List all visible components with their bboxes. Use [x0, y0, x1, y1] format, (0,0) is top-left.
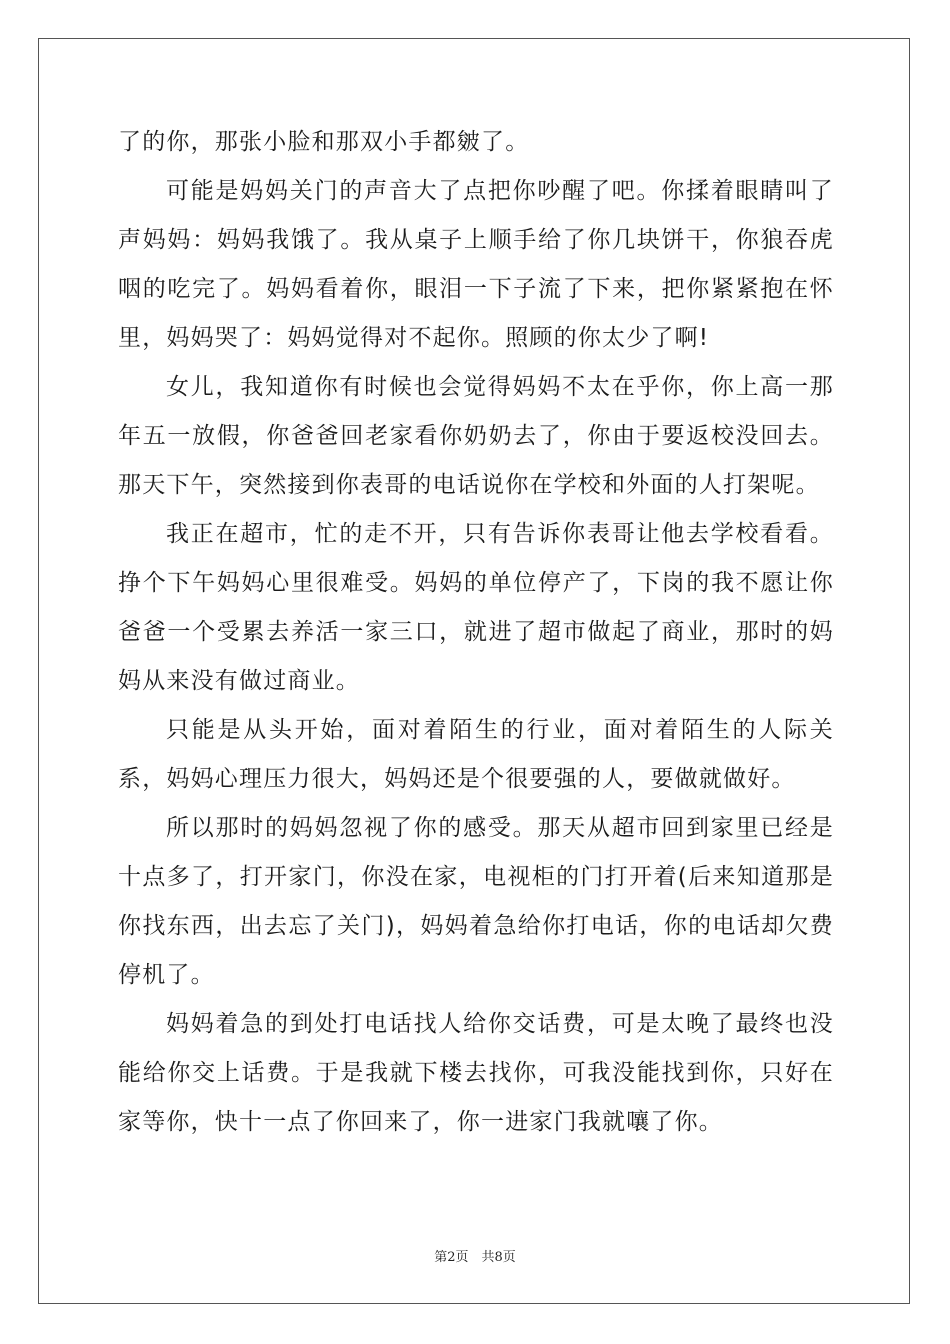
paragraph: 所以那时的妈妈忽视了你的感受。那天从超市回到家里已经是十点多了，打开家门，你没在家，电视柜的门打开着(后来知道那是你找东西，出去忘了关门)，妈妈着急给你打电话，你的电话却欠费停机了。 — [118, 815, 834, 988]
paragraph: 女儿，我知道你有时候也会觉得妈妈不太在乎你，你上高一那年五一放假，你爸爸回老家看你奶奶去了，你由于要返校没回去。那天下午，突然接到你表哥的电话说你在学校和外面的人打架呢。 — [118, 374, 834, 498]
paragraph: 只能是从头开始，面对着陌生的行业，面对着陌生的人际关系，妈妈心理压力很大，妈妈还是个很要强的人，要做就做好。 — [118, 717, 834, 792]
paragraph: 了的你，那张小脸和那双小手都皴了。 — [118, 129, 530, 155]
document-body — [118, 118, 834, 1147]
paragraph: 可能是妈妈关门的声音大了点把你吵醒了吧。你揉着眼睛叫了声妈妈：妈妈我饿了。我从桌子上顺手给了你几块饼干，你狼吞虎咽的吃完了。妈妈看着你，眼泪一下子流了下来，把你紧紧抱在怀里，妈妈哭了：妈妈觉得对不起你。照顾的你太少了啊! — [118, 178, 834, 351]
page-number-footer: 第2页 共8页 — [434, 1250, 516, 1265]
paragraph: 我正在超市，忙的走不开，只有告诉你表哥让他去学校看看。挣个下午妈妈心里很难受。妈妈的单位停产了，下岗的我不愿让你爸爸一个受累去养活一家三口，就进了超市做起了商业，那时的妈妈从来没有做过商业。 — [118, 521, 834, 694]
paragraph: 妈妈着急的到处打电话找人给你交话费，可是太晚了最终也没能给你交上话费。于是我就下楼去找你，可我没能找到你，只好在家等你，快十一点了你回来了，你一进家门我就嚷了你。 — [118, 1011, 834, 1135]
